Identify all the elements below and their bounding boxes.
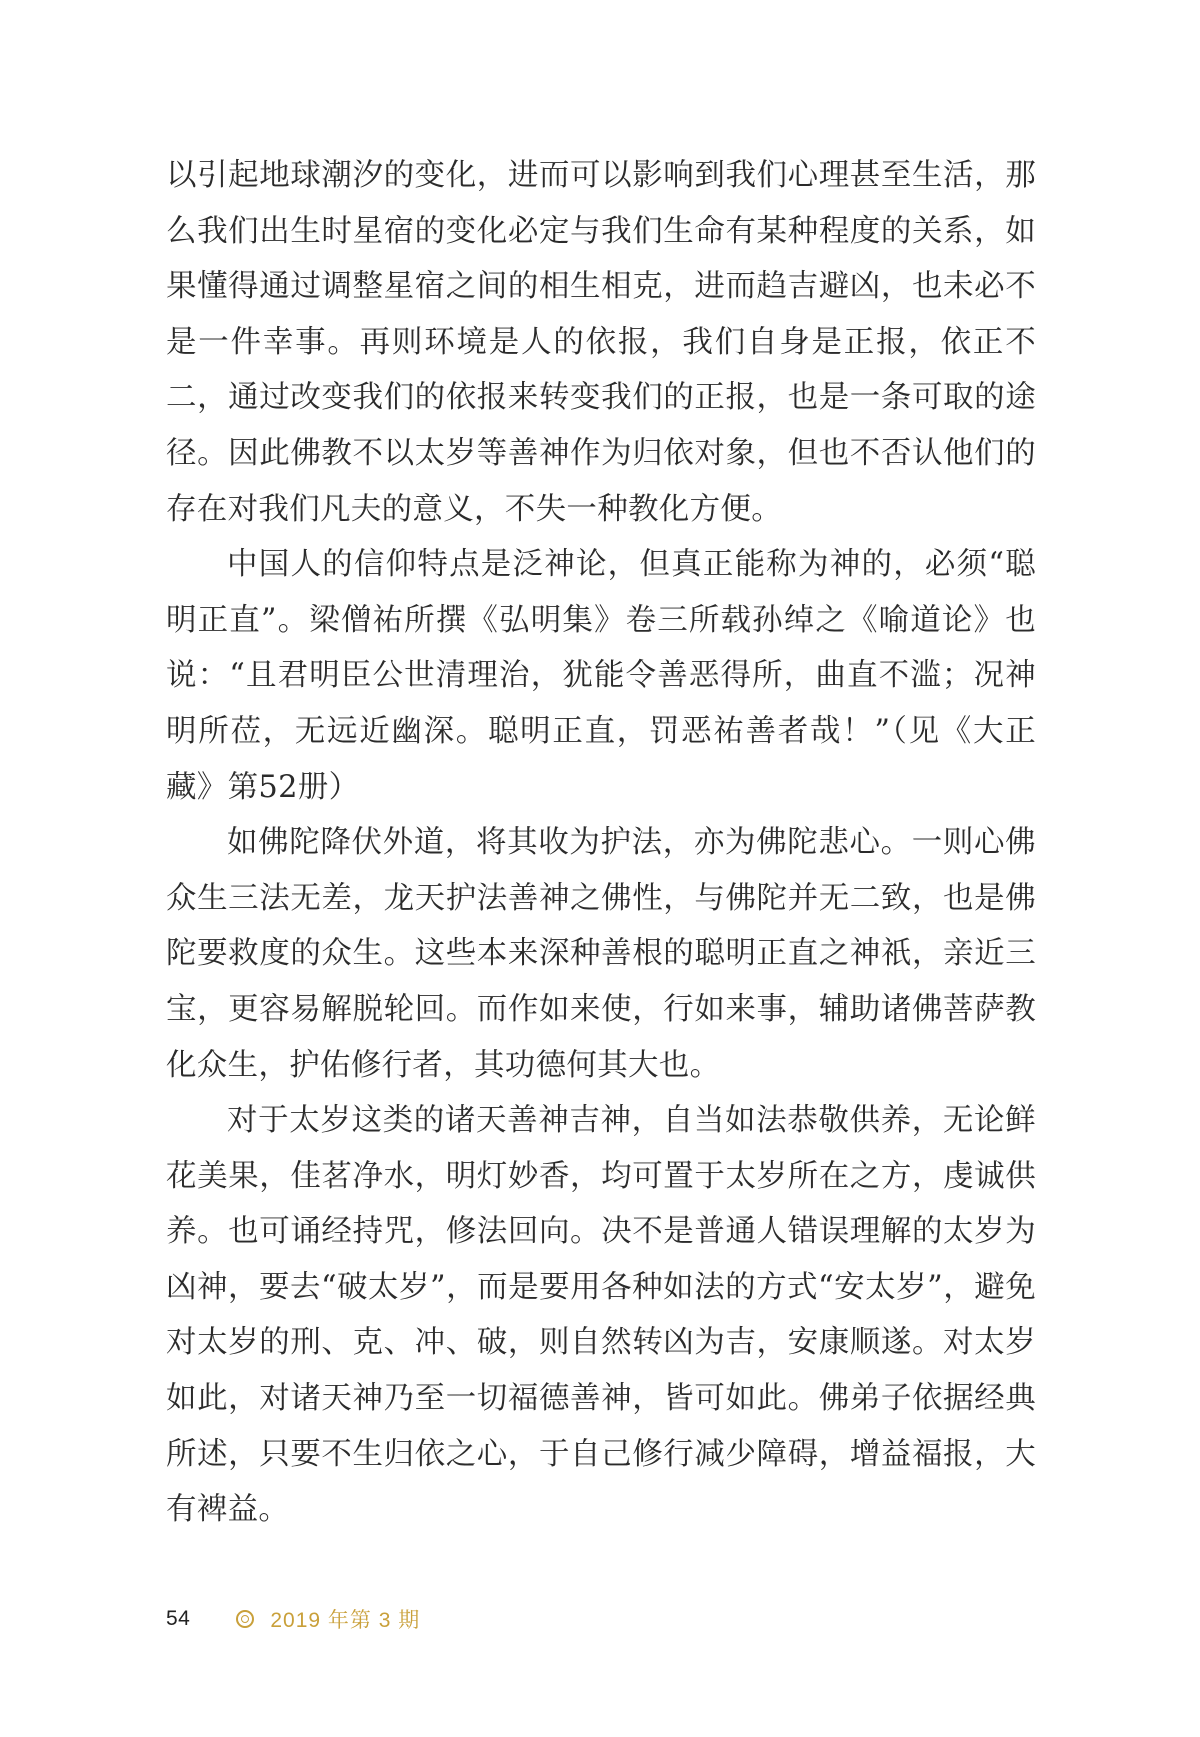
double-circle-icon [236, 1610, 254, 1628]
paragraph-3: 如佛陀降伏外道，将其收为护法，亦为佛陀悲心。一则心佛众生三法无差，龙天护法善神之佛性，与佛陀并无二致，也是佛陀要救度的众生。这些本来深种善根的聪明正直之神祇，亲近三宝，更容易解脱轮回。而作如来使，行如来事，辅助诸佛菩萨教化众生，护佑修行者，其功德何其大也。 [166, 825, 1036, 1083]
paragraph-2: 中国人的信仰特点是泛神论，但真正能称为神的，必须“聪明正直”。梁僧祐所撰《弘明集》卷三所载孙绰之《喻道论》也说：“且君明臣公世清理治，犹能令善恶得所，曲直不滥；况神明所莅，无远近幽深。聪明正直，罚恶祐善者哉！”（见《大正藏》第52册） [166, 547, 1036, 805]
page-footer [166, 1602, 420, 1636]
page-number: 54 [166, 1607, 191, 1630]
paragraph-4: 对于太岁这类的诸天善神吉神，自当如法恭敬供养，无论鲜花美果，佳茗净水，明灯妙香，均可置于太岁所在之方，虔诚供养。也可诵经持咒，修法回向。决不是普通人错误理解的太岁为凶神，要去“破太岁”，而是要用各种如法的方式“安太岁”，避免对太岁的刑、克、冲、破，则自然转凶为吉，安康顺遂。对太岁如此，对诸天神乃至一切福德善神，皆可如此。佛弟子依据经典所述，只要不生归依之心，于自己修行减少障碍，增益福报，大有裨益。 [166, 1103, 1036, 1528]
article-body [166, 148, 1036, 1538]
issue-label: 2019 年第 3 期 [270, 1609, 421, 1632]
paragraph-1: 以引起地球潮汐的变化，进而可以影响到我们心理甚至生活，那么我们出生时星宿的变化必定与我们生命有某种程度的关系，如果懂得通过调整星宿之间的相生相克，进而趋吉避凶，也未必不是一件幸事。再则环境是人的依报，我们自身是正报，依正不二，通过改变我们的依报来转变我们的正报，也是一条可取的途径。因此佛教不以太岁等善神作为归依对象，但也不否认他们的存在对我们凡夫的意义，不失一种教化方便。 [166, 158, 1036, 527]
